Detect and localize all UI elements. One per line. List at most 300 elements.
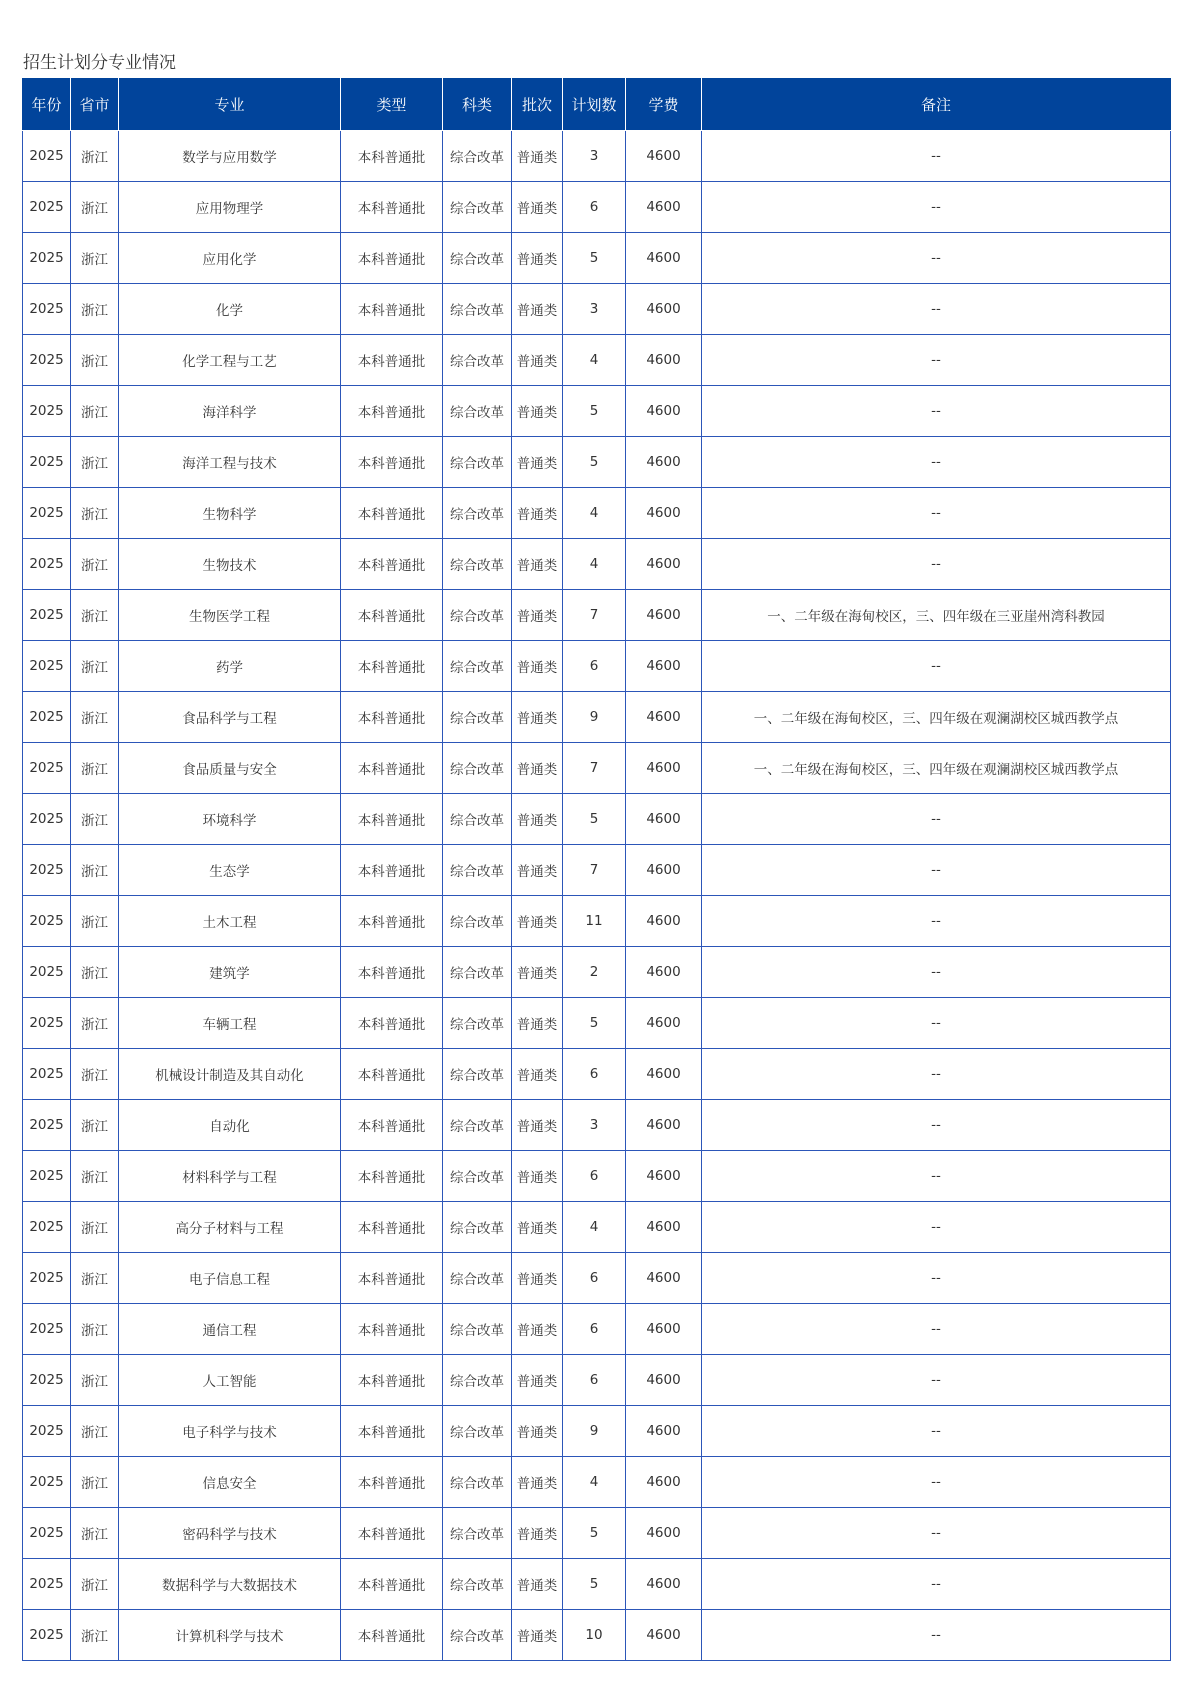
remarks-cell: -- (702, 1406, 1171, 1457)
remarks-cell: -- (702, 284, 1171, 335)
batch-cell: 普通类 (512, 590, 563, 641)
subject-category-cell: 综合改革 (443, 998, 512, 1049)
batch-cell: 普通类 (512, 539, 563, 590)
remarks-cell: -- (702, 182, 1171, 233)
province-cell: 浙江 (71, 1355, 119, 1406)
type-cell: 本科普通批 (341, 896, 443, 947)
plan-count-cell: 7 (563, 845, 626, 896)
type-cell: 本科普通批 (341, 998, 443, 1049)
type-cell: 本科普通批 (341, 1304, 443, 1355)
table-row (23, 1406, 1171, 1457)
subject-category-cell: 综合改革 (443, 1151, 512, 1202)
plan-count-cell: 6 (563, 1253, 626, 1304)
subject-category-cell: 综合改革 (443, 182, 512, 233)
header-remarks: 备注 (702, 79, 1171, 131)
remarks-cell: -- (702, 1559, 1171, 1610)
plan-count-cell: 4 (563, 488, 626, 539)
tuition-cell: 4600 (626, 1559, 702, 1610)
tuition-cell: 4600 (626, 1151, 702, 1202)
year-cell: 2025 (23, 1508, 71, 1559)
table-row (23, 1304, 1171, 1355)
batch-cell: 普通类 (512, 1406, 563, 1457)
type-cell: 本科普通批 (341, 641, 443, 692)
tuition-cell: 4600 (626, 1304, 702, 1355)
major-cell: 生物技术 (119, 539, 341, 590)
major-cell: 生态学 (119, 845, 341, 896)
plan-count-cell: 9 (563, 1406, 626, 1457)
header-tuition: 学费 (626, 79, 702, 131)
header-plan-count: 计划数 (563, 79, 626, 131)
plan-count-cell: 5 (563, 1508, 626, 1559)
remarks-cell: -- (702, 488, 1171, 539)
batch-cell: 普通类 (512, 1457, 563, 1508)
header-subject-category: 科类 (443, 79, 512, 131)
plan-count-cell: 2 (563, 947, 626, 998)
year-cell: 2025 (23, 1457, 71, 1508)
year-cell: 2025 (23, 1355, 71, 1406)
major-cell: 应用化学 (119, 233, 341, 284)
type-cell: 本科普通批 (341, 1253, 443, 1304)
batch-cell: 普通类 (512, 1049, 563, 1100)
year-cell: 2025 (23, 1610, 71, 1661)
province-cell: 浙江 (71, 590, 119, 641)
subject-category-cell: 综合改革 (443, 488, 512, 539)
header-type: 类型 (341, 79, 443, 131)
subject-category-cell: 综合改革 (443, 437, 512, 488)
page-title: 招生计划分专业情况 (23, 53, 176, 73)
tuition-cell: 4600 (626, 743, 702, 794)
plan-count-cell: 7 (563, 743, 626, 794)
subject-category-cell: 综合改革 (443, 1406, 512, 1457)
year-cell: 2025 (23, 947, 71, 998)
table-row (23, 947, 1171, 998)
table-row (23, 437, 1171, 488)
tuition-cell: 4600 (626, 488, 702, 539)
table-row (23, 1100, 1171, 1151)
province-cell: 浙江 (71, 794, 119, 845)
tuition-cell: 4600 (626, 437, 702, 488)
province-cell: 浙江 (71, 1457, 119, 1508)
year-cell: 2025 (23, 1151, 71, 1202)
tuition-cell: 4600 (626, 1406, 702, 1457)
subject-category-cell: 综合改革 (443, 1508, 512, 1559)
type-cell: 本科普通批 (341, 335, 443, 386)
batch-cell: 普通类 (512, 182, 563, 233)
subject-category-cell: 综合改革 (443, 335, 512, 386)
type-cell: 本科普通批 (341, 794, 443, 845)
table-row (23, 1202, 1171, 1253)
enrollment-plan-table (22, 78, 1171, 1661)
tuition-cell: 4600 (626, 845, 702, 896)
year-cell: 2025 (23, 692, 71, 743)
tuition-cell: 4600 (626, 1610, 702, 1661)
type-cell: 本科普通批 (341, 1508, 443, 1559)
type-cell: 本科普通批 (341, 539, 443, 590)
tuition-cell: 4600 (626, 1457, 702, 1508)
major-cell: 应用物理学 (119, 182, 341, 233)
province-cell: 浙江 (71, 233, 119, 284)
type-cell: 本科普通批 (341, 1355, 443, 1406)
table-row (23, 284, 1171, 335)
batch-cell: 普通类 (512, 488, 563, 539)
remarks-cell: -- (702, 1049, 1171, 1100)
remarks-cell: -- (702, 1100, 1171, 1151)
year-cell: 2025 (23, 1049, 71, 1100)
table-row (23, 1355, 1171, 1406)
major-cell: 密码科学与技术 (119, 1508, 341, 1559)
subject-category-cell: 综合改革 (443, 896, 512, 947)
plan-count-cell: 4 (563, 1202, 626, 1253)
tuition-cell: 4600 (626, 1253, 702, 1304)
major-cell: 环境科学 (119, 794, 341, 845)
major-cell: 数据科学与大数据技术 (119, 1559, 341, 1610)
year-cell: 2025 (23, 1304, 71, 1355)
year-cell: 2025 (23, 131, 71, 182)
province-cell: 浙江 (71, 947, 119, 998)
subject-category-cell: 综合改革 (443, 590, 512, 641)
table-row (23, 692, 1171, 743)
major-cell: 化学 (119, 284, 341, 335)
type-cell: 本科普通批 (341, 182, 443, 233)
table-row (23, 182, 1171, 233)
tuition-cell: 4600 (626, 1508, 702, 1559)
province-cell: 浙江 (71, 335, 119, 386)
plan-count-cell: 3 (563, 131, 626, 182)
year-cell: 2025 (23, 896, 71, 947)
major-cell: 海洋科学 (119, 386, 341, 437)
remarks-cell: -- (702, 1253, 1171, 1304)
year-cell: 2025 (23, 590, 71, 641)
tuition-cell: 4600 (626, 1049, 702, 1100)
major-cell: 海洋工程与技术 (119, 437, 341, 488)
year-cell: 2025 (23, 1202, 71, 1253)
province-cell: 浙江 (71, 182, 119, 233)
type-cell: 本科普通批 (341, 743, 443, 794)
province-cell: 浙江 (71, 1202, 119, 1253)
remarks-cell: -- (702, 794, 1171, 845)
plan-count-cell: 5 (563, 386, 626, 437)
tuition-cell: 4600 (626, 386, 702, 437)
major-cell: 数学与应用数学 (119, 131, 341, 182)
batch-cell: 普通类 (512, 131, 563, 182)
batch-cell: 普通类 (512, 947, 563, 998)
province-cell: 浙江 (71, 1100, 119, 1151)
year-cell: 2025 (23, 182, 71, 233)
year-cell: 2025 (23, 1100, 71, 1151)
type-cell: 本科普通批 (341, 233, 443, 284)
subject-category-cell: 综合改革 (443, 1049, 512, 1100)
year-cell: 2025 (23, 641, 71, 692)
remarks-cell: -- (702, 233, 1171, 284)
tuition-cell: 4600 (626, 794, 702, 845)
remarks-cell: -- (702, 335, 1171, 386)
subject-category-cell: 综合改革 (443, 692, 512, 743)
batch-cell: 普通类 (512, 437, 563, 488)
province-cell: 浙江 (71, 1304, 119, 1355)
major-cell: 生物医学工程 (119, 590, 341, 641)
type-cell: 本科普通批 (341, 1457, 443, 1508)
subject-category-cell: 综合改革 (443, 743, 512, 794)
province-cell: 浙江 (71, 539, 119, 590)
plan-count-cell: 5 (563, 437, 626, 488)
major-cell: 人工智能 (119, 1355, 341, 1406)
subject-category-cell: 综合改革 (443, 1253, 512, 1304)
plan-count-cell: 6 (563, 182, 626, 233)
plan-count-cell: 6 (563, 1355, 626, 1406)
tuition-cell: 4600 (626, 896, 702, 947)
batch-cell: 普通类 (512, 896, 563, 947)
plan-count-cell: 9 (563, 692, 626, 743)
type-cell: 本科普通批 (341, 386, 443, 437)
plan-count-cell: 4 (563, 335, 626, 386)
table-row (23, 590, 1171, 641)
remarks-cell: -- (702, 896, 1171, 947)
batch-cell: 普通类 (512, 1559, 563, 1610)
major-cell: 电子信息工程 (119, 1253, 341, 1304)
year-cell: 2025 (23, 845, 71, 896)
header-batch: 批次 (512, 79, 563, 131)
province-cell: 浙江 (71, 1559, 119, 1610)
table-header-row (23, 79, 1171, 131)
type-cell: 本科普通批 (341, 131, 443, 182)
province-cell: 浙江 (71, 131, 119, 182)
type-cell: 本科普通批 (341, 947, 443, 998)
table-row (23, 1508, 1171, 1559)
province-cell: 浙江 (71, 743, 119, 794)
plan-count-cell: 11 (563, 896, 626, 947)
type-cell: 本科普通批 (341, 590, 443, 641)
year-cell: 2025 (23, 1406, 71, 1457)
table-row (23, 641, 1171, 692)
plan-count-cell: 4 (563, 1457, 626, 1508)
tuition-cell: 4600 (626, 590, 702, 641)
plan-count-cell: 4 (563, 539, 626, 590)
table-row (23, 845, 1171, 896)
tuition-cell: 4600 (626, 692, 702, 743)
subject-category-cell: 综合改革 (443, 1610, 512, 1661)
batch-cell: 普通类 (512, 1151, 563, 1202)
type-cell: 本科普通批 (341, 1559, 443, 1610)
header-major: 专业 (119, 79, 341, 131)
year-cell: 2025 (23, 386, 71, 437)
subject-category-cell: 综合改革 (443, 641, 512, 692)
table-row (23, 1559, 1171, 1610)
remarks-cell: -- (702, 131, 1171, 182)
tuition-cell: 4600 (626, 1100, 702, 1151)
batch-cell: 普通类 (512, 386, 563, 437)
province-cell: 浙江 (71, 641, 119, 692)
subject-category-cell: 综合改革 (443, 284, 512, 335)
batch-cell: 普通类 (512, 743, 563, 794)
province-cell: 浙江 (71, 284, 119, 335)
subject-category-cell: 综合改革 (443, 131, 512, 182)
plan-count-cell: 3 (563, 1100, 626, 1151)
remarks-cell: -- (702, 947, 1171, 998)
table-row (23, 233, 1171, 284)
tuition-cell: 4600 (626, 998, 702, 1049)
subject-category-cell: 综合改革 (443, 845, 512, 896)
major-cell: 通信工程 (119, 1304, 341, 1355)
remarks-cell: -- (702, 539, 1171, 590)
tuition-cell: 4600 (626, 233, 702, 284)
remarks-cell: -- (702, 437, 1171, 488)
batch-cell: 普通类 (512, 641, 563, 692)
province-cell: 浙江 (71, 1049, 119, 1100)
type-cell: 本科普通批 (341, 1202, 443, 1253)
major-cell: 车辆工程 (119, 998, 341, 1049)
table-row (23, 131, 1171, 182)
remarks-cell: -- (702, 1355, 1171, 1406)
table-row (23, 335, 1171, 386)
year-cell: 2025 (23, 233, 71, 284)
subject-category-cell: 综合改革 (443, 233, 512, 284)
subject-category-cell: 综合改革 (443, 1202, 512, 1253)
batch-cell: 普通类 (512, 1100, 563, 1151)
type-cell: 本科普通批 (341, 1100, 443, 1151)
tuition-cell: 4600 (626, 1355, 702, 1406)
table-row (23, 743, 1171, 794)
subject-category-cell: 综合改革 (443, 1100, 512, 1151)
batch-cell: 普通类 (512, 845, 563, 896)
tuition-cell: 4600 (626, 1202, 702, 1253)
province-cell: 浙江 (71, 896, 119, 947)
type-cell: 本科普通批 (341, 1151, 443, 1202)
subject-category-cell: 综合改革 (443, 947, 512, 998)
header-year: 年份 (23, 79, 71, 131)
province-cell: 浙江 (71, 998, 119, 1049)
major-cell: 自动化 (119, 1100, 341, 1151)
table-row (23, 1151, 1171, 1202)
remarks-cell: -- (702, 998, 1171, 1049)
remarks-cell: -- (702, 386, 1171, 437)
province-cell: 浙江 (71, 692, 119, 743)
province-cell: 浙江 (71, 1151, 119, 1202)
year-cell: 2025 (23, 998, 71, 1049)
plan-count-cell: 6 (563, 1304, 626, 1355)
plan-count-cell: 5 (563, 233, 626, 284)
tuition-cell: 4600 (626, 947, 702, 998)
remarks-cell: -- (702, 1457, 1171, 1508)
province-cell: 浙江 (71, 1253, 119, 1304)
type-cell: 本科普通批 (341, 1406, 443, 1457)
subject-category-cell: 综合改革 (443, 1457, 512, 1508)
major-cell: 食品科学与工程 (119, 692, 341, 743)
major-cell: 土木工程 (119, 896, 341, 947)
tuition-cell: 4600 (626, 182, 702, 233)
major-cell: 化学工程与工艺 (119, 335, 341, 386)
type-cell: 本科普通批 (341, 845, 443, 896)
table-row (23, 1049, 1171, 1100)
province-cell: 浙江 (71, 488, 119, 539)
table-body (23, 131, 1171, 1661)
plan-count-cell: 5 (563, 998, 626, 1049)
province-cell: 浙江 (71, 1406, 119, 1457)
remarks-cell: -- (702, 1202, 1171, 1253)
table-row (23, 998, 1171, 1049)
plan-count-cell: 3 (563, 284, 626, 335)
subject-category-cell: 综合改革 (443, 1355, 512, 1406)
remarks-cell: 一、二年级在海甸校区，三、四年级在三亚崖州湾科教园 (702, 590, 1171, 641)
year-cell: 2025 (23, 1559, 71, 1610)
table-row (23, 794, 1171, 845)
table-row (23, 1610, 1171, 1661)
remarks-cell: 一、二年级在海甸校区，三、四年级在观澜湖校区城西教学点 (702, 692, 1171, 743)
plan-count-cell: 10 (563, 1610, 626, 1661)
plan-count-cell: 5 (563, 794, 626, 845)
major-cell: 材料科学与工程 (119, 1151, 341, 1202)
major-cell: 药学 (119, 641, 341, 692)
province-cell: 浙江 (71, 845, 119, 896)
remarks-cell: -- (702, 845, 1171, 896)
table-row (23, 896, 1171, 947)
major-cell: 食品质量与安全 (119, 743, 341, 794)
table-row (23, 386, 1171, 437)
batch-cell: 普通类 (512, 233, 563, 284)
province-cell: 浙江 (71, 386, 119, 437)
type-cell: 本科普通批 (341, 1049, 443, 1100)
table-row (23, 539, 1171, 590)
year-cell: 2025 (23, 488, 71, 539)
remarks-cell: -- (702, 1610, 1171, 1661)
type-cell: 本科普通批 (341, 1610, 443, 1661)
year-cell: 2025 (23, 335, 71, 386)
year-cell: 2025 (23, 794, 71, 845)
batch-cell: 普通类 (512, 1355, 563, 1406)
tuition-cell: 4600 (626, 539, 702, 590)
type-cell: 本科普通批 (341, 692, 443, 743)
major-cell: 建筑学 (119, 947, 341, 998)
subject-category-cell: 综合改革 (443, 1559, 512, 1610)
plan-count-cell: 6 (563, 1151, 626, 1202)
batch-cell: 普通类 (512, 1253, 563, 1304)
major-cell: 生物科学 (119, 488, 341, 539)
table-row (23, 1457, 1171, 1508)
major-cell: 信息安全 (119, 1457, 341, 1508)
batch-cell: 普通类 (512, 1304, 563, 1355)
batch-cell: 普通类 (512, 1508, 563, 1559)
batch-cell: 普通类 (512, 335, 563, 386)
batch-cell: 普通类 (512, 284, 563, 335)
table-row (23, 1253, 1171, 1304)
year-cell: 2025 (23, 743, 71, 794)
subject-category-cell: 综合改革 (443, 386, 512, 437)
remarks-cell: -- (702, 641, 1171, 692)
batch-cell: 普通类 (512, 794, 563, 845)
remarks-cell: -- (702, 1508, 1171, 1559)
year-cell: 2025 (23, 1253, 71, 1304)
year-cell: 2025 (23, 284, 71, 335)
tuition-cell: 4600 (626, 641, 702, 692)
type-cell: 本科普通批 (341, 284, 443, 335)
tuition-cell: 4600 (626, 131, 702, 182)
batch-cell: 普通类 (512, 1202, 563, 1253)
plan-count-cell: 6 (563, 641, 626, 692)
type-cell: 本科普通批 (341, 488, 443, 539)
tuition-cell: 4600 (626, 284, 702, 335)
major-cell: 机械设计制造及其自动化 (119, 1049, 341, 1100)
remarks-cell: -- (702, 1304, 1171, 1355)
remarks-cell: 一、二年级在海甸校区，三、四年级在观澜湖校区城西教学点 (702, 743, 1171, 794)
province-cell: 浙江 (71, 437, 119, 488)
table-row (23, 488, 1171, 539)
year-cell: 2025 (23, 539, 71, 590)
remarks-cell: -- (702, 1151, 1171, 1202)
plan-count-cell: 7 (563, 590, 626, 641)
plan-count-cell: 5 (563, 1559, 626, 1610)
type-cell: 本科普通批 (341, 437, 443, 488)
subject-category-cell: 综合改革 (443, 1304, 512, 1355)
batch-cell: 普通类 (512, 692, 563, 743)
